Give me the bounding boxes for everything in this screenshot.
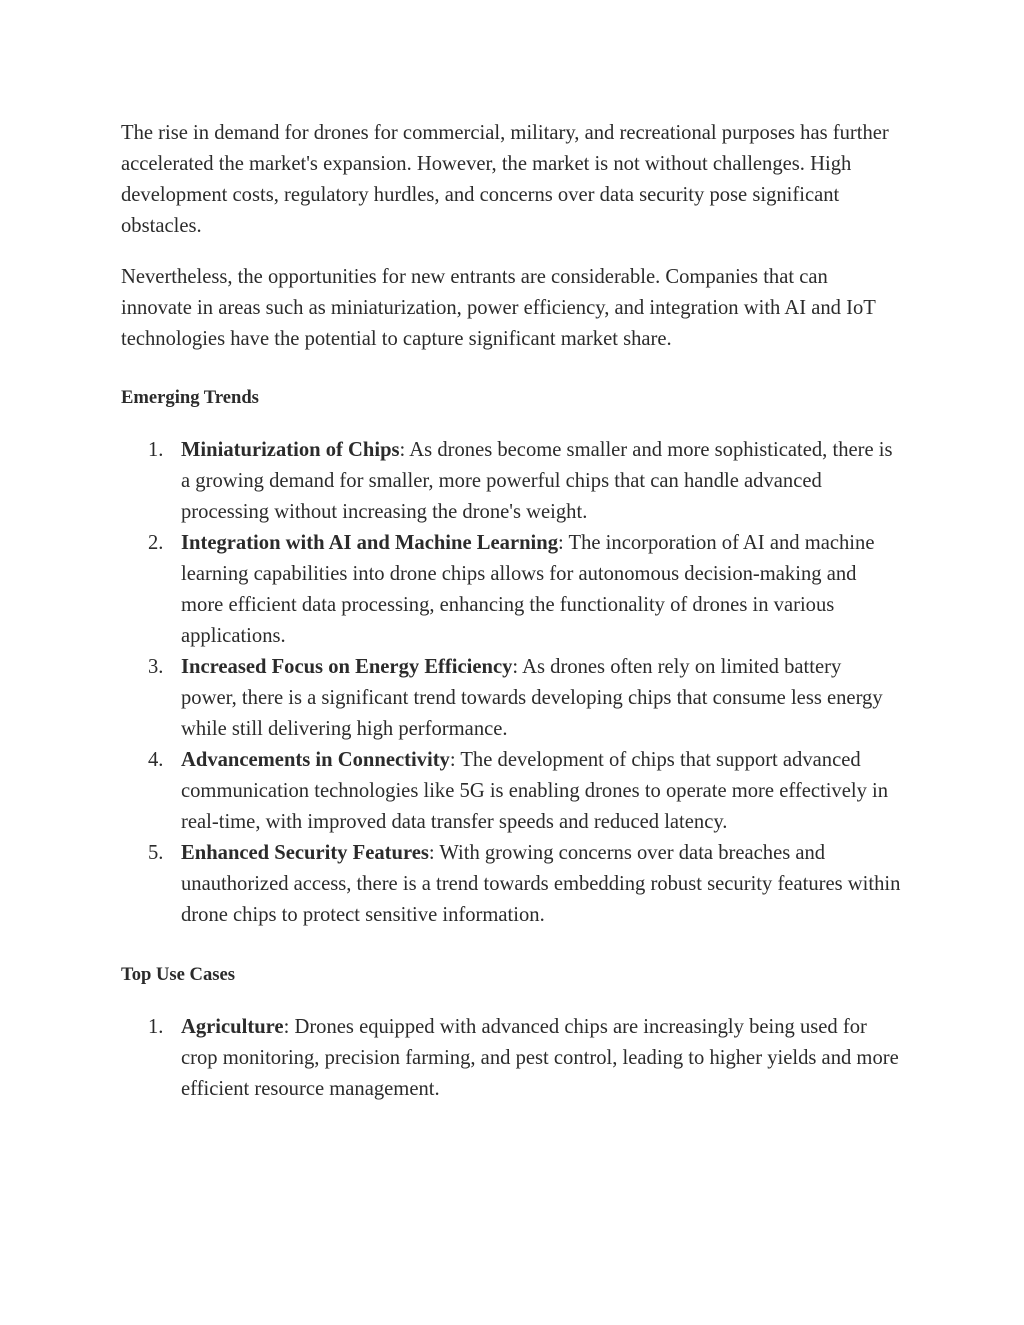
list-item-term: Agriculture — [181, 1016, 284, 1038]
list-item-text: : Drones equipped with advanced chips are increasingly being used for crop monitoring, precision farming, and pest control, leading to higher yields and more efficient resource management. — [181, 1016, 899, 1100]
list-item-term: Enhanced Security Features — [181, 842, 429, 864]
list-item-text: : As drones often rely on limited battery power, there is a significant trend towards developing chips that consume less energy while still delivering high performance. — [181, 656, 883, 740]
list-item-text: : As drones become smaller and more sophisticated, there is a growing demand for smaller, more powerful chips that can handle advanced processing without increasing the drone's weight. — [181, 439, 893, 523]
emerging-trends-list — [121, 435, 901, 931]
list-item-text: : The incorporation of AI and machine learning capabilities into drone chips allows for autonomous decision-making and more efficient data processing, enhancing the functionality of drones in various applications. — [181, 532, 875, 647]
list-number: 3. — [148, 656, 164, 678]
list-item-term: Advancements in Connectivity — [181, 749, 450, 771]
emerging-trends-heading: Emerging Trends — [121, 387, 259, 408]
list-item-term: Miniaturization of Chips — [181, 439, 400, 461]
list-number: 1. — [148, 439, 164, 461]
list-item — [121, 745, 901, 838]
top-use-cases-heading: Top Use Cases — [121, 964, 235, 985]
list-item-term: Integration with AI and Machine Learning — [181, 532, 559, 554]
list-number: 1. — [148, 1016, 164, 1038]
list-number: 4. — [148, 749, 164, 771]
top-use-cases-list — [121, 1012, 901, 1105]
list-item-text: : The development of chips that support advanced communication technologies like 5G is enabling drones to operate more effectively in real-time, with improved data transfer speeds and reduced latency. — [181, 749, 889, 833]
list-item — [121, 528, 901, 652]
list-item-text: : With growing concerns over data breaches and unauthorized access, there is a trend towards embedding robust security features within drone chips to protect sensitive information. — [181, 842, 901, 926]
document-page — [121, 118, 901, 1105]
paragraph-market-challenges: The rise in demand for drones for commercial, military, and recreational purposes has further accelerated the market's expansion. However, the market is not without challenges. High development costs, regulatory hurdles, and concerns over data security pose significant obstacles. — [121, 122, 889, 237]
list-number: 2. — [148, 532, 164, 554]
paragraph-opportunities: Nevertheless, the opportunities for new entrants are considerable. Companies that can innovate in areas such as miniaturization, power efficiency, and integration with AI and IoT technologies have the potential to capture significant market share. — [121, 266, 876, 350]
list-item — [121, 838, 901, 931]
list-number: 5. — [148, 842, 164, 864]
list-item-term: Increased Focus on Energy Efficiency — [181, 656, 513, 678]
list-item — [121, 1012, 901, 1105]
list-item — [121, 652, 901, 745]
list-item — [121, 435, 901, 528]
